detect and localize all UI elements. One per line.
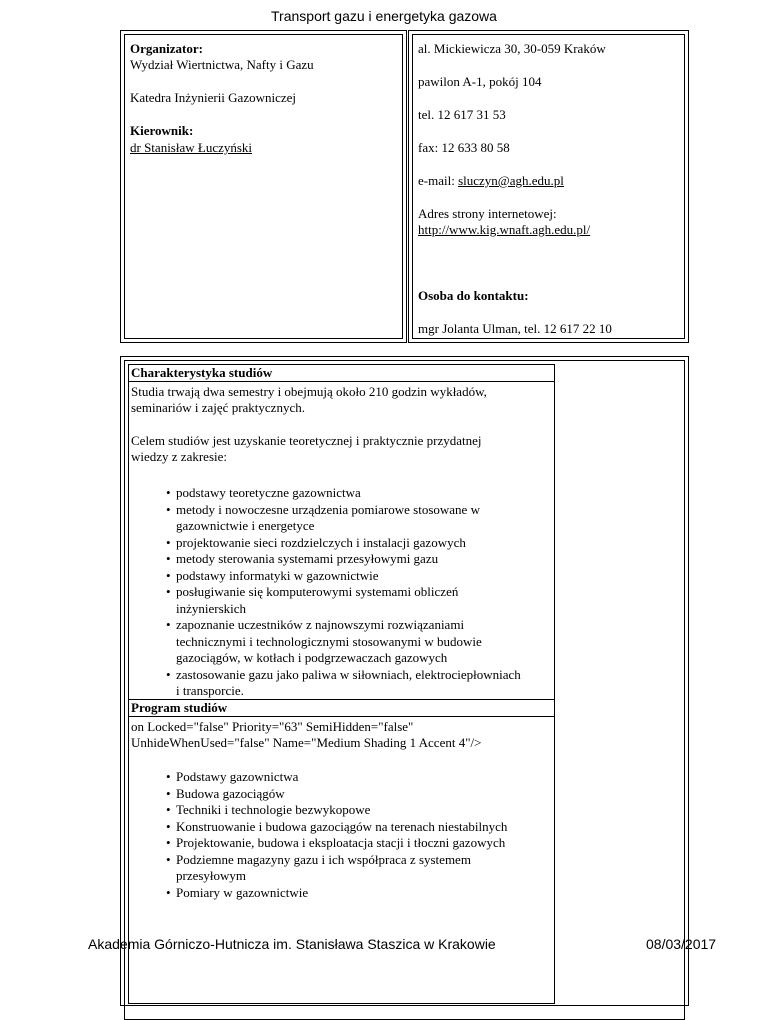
email-line: [418, 173, 564, 189]
program-code-line1: on Locked="false" Priority="63" SemiHidden="false": [131, 719, 414, 734]
list-item: • Podziemne magazyny gazu i ich współpraca z systemem: [166, 852, 566, 869]
heading-separator: [128, 381, 555, 382]
list-item: • zapoznanie uczestników z najnowszymi rozwiązaniami: [166, 617, 566, 634]
list-item: • podstawy informatyki w gazownictwie: [166, 568, 566, 585]
list-item: • Budowa gazociągów: [166, 786, 566, 803]
website-label: Adres strony internetowej:: [418, 206, 557, 221]
email-label: e-mail:: [418, 173, 459, 188]
organizer-box: [120, 30, 407, 343]
department-name: Katedra Inżynierii Gazowniczej: [130, 90, 297, 105]
faculty-name: Wydział Wiertnictwa, Nafty i Gazu: [130, 57, 314, 72]
organizer-label: Organizator:: [130, 41, 203, 56]
footer-date: 08/03/2017: [646, 936, 717, 952]
characteristics-para2-line2: wiedzy z zakresie:: [131, 449, 228, 464]
list-item: • metody sterowania systemami przesyłowymi gazu: [166, 551, 566, 568]
program-list: [166, 769, 566, 901]
list-item: • podstawy teoretyczne gazownictwa: [166, 485, 566, 502]
list-item: • Konstruowanie i budowa gazociągów na terenach niestabilnych: [166, 819, 566, 836]
list-item: • zastosowanie gazu jako paliwa w siłowniach, elektrociepłowniach: [166, 667, 566, 684]
email-link[interactable]: sluczyn@agh.edu.pl: [458, 173, 564, 188]
program-code-line2: UnhideWhenUsed="false" Name="Medium Shading 1 Accent 4"/>: [131, 735, 482, 750]
website-link[interactable]: http://www.kig.wnaft.agh.edu.pl/: [418, 222, 591, 237]
page-header-title: Transport gazu i energetyka gazowa: [271, 8, 497, 24]
list-item-continuation: gazociągów, w kotłach i podgrzewaczach gazowych: [176, 650, 448, 665]
room-text: pawilon A-1, pokój 104: [418, 74, 542, 89]
characteristics-para2-line1: Celem studiów jest uzyskanie teoretycznej i praktycznie przydatnej: [131, 433, 482, 448]
contact-person-label: Osoba do kontaktu:: [418, 288, 529, 303]
phone-text: tel. 12 617 31 53: [418, 107, 506, 122]
list-item-continuation: technicznymi i technologicznymi stosowanymi w budowie: [176, 633, 482, 649]
list-item-continuation: gazownictwie i energetyce: [176, 518, 315, 533]
list-item-continuation: i transporcie.: [176, 683, 244, 698]
characteristics-list: [166, 485, 566, 700]
head-name-link[interactable]: dr Stanisław Łuczyński: [130, 140, 253, 155]
list-item: • Pomiary w gazownictwie: [166, 885, 566, 902]
fax-text: fax: 12 633 80 58: [418, 140, 510, 155]
list-item: • posługiwanie się komputerowymi systemami obliczeń: [166, 584, 566, 601]
section-separator-bottom: [128, 716, 555, 717]
list-item: • metody i nowoczesne urządzenia pomiarowe stosowane w: [166, 502, 566, 519]
program-heading: Program studiów: [131, 700, 228, 715]
list-item: • Projektowanie, budowa i eksploatacja stacji i tłoczni gazowych: [166, 835, 566, 852]
list-item: • projektowanie sieci rozdzielczych i instalacji gazowych: [166, 535, 566, 552]
list-item-continuation: inżynierskich: [176, 600, 247, 616]
characteristics-para1-line1: Studia trwają dwa semestry i obejmują około 210 godzin wykładów,: [131, 384, 487, 399]
list-item: • Podstawy gazownictwa: [166, 769, 566, 786]
footer-institution: Akademia Górniczo-Hutnicza im. Stanisława Staszica w Krakowie: [88, 936, 496, 952]
characteristics-para1-line2: seminariów i zajęć praktycznych.: [131, 400, 305, 415]
contact-person-text: mgr Jolanta Ulman, tel. 12 617 22 10: [418, 321, 612, 336]
address-text: al. Mickiewicza 30, 30-059 Kraków: [418, 41, 606, 56]
list-item: • Techniki i technologie bezwykopowe: [166, 802, 566, 819]
characteristics-heading: Charakterystyka studiów: [131, 365, 273, 380]
list-item-continuation: przesyłowym: [176, 868, 247, 883]
head-label: Kierownik:: [130, 123, 194, 138]
